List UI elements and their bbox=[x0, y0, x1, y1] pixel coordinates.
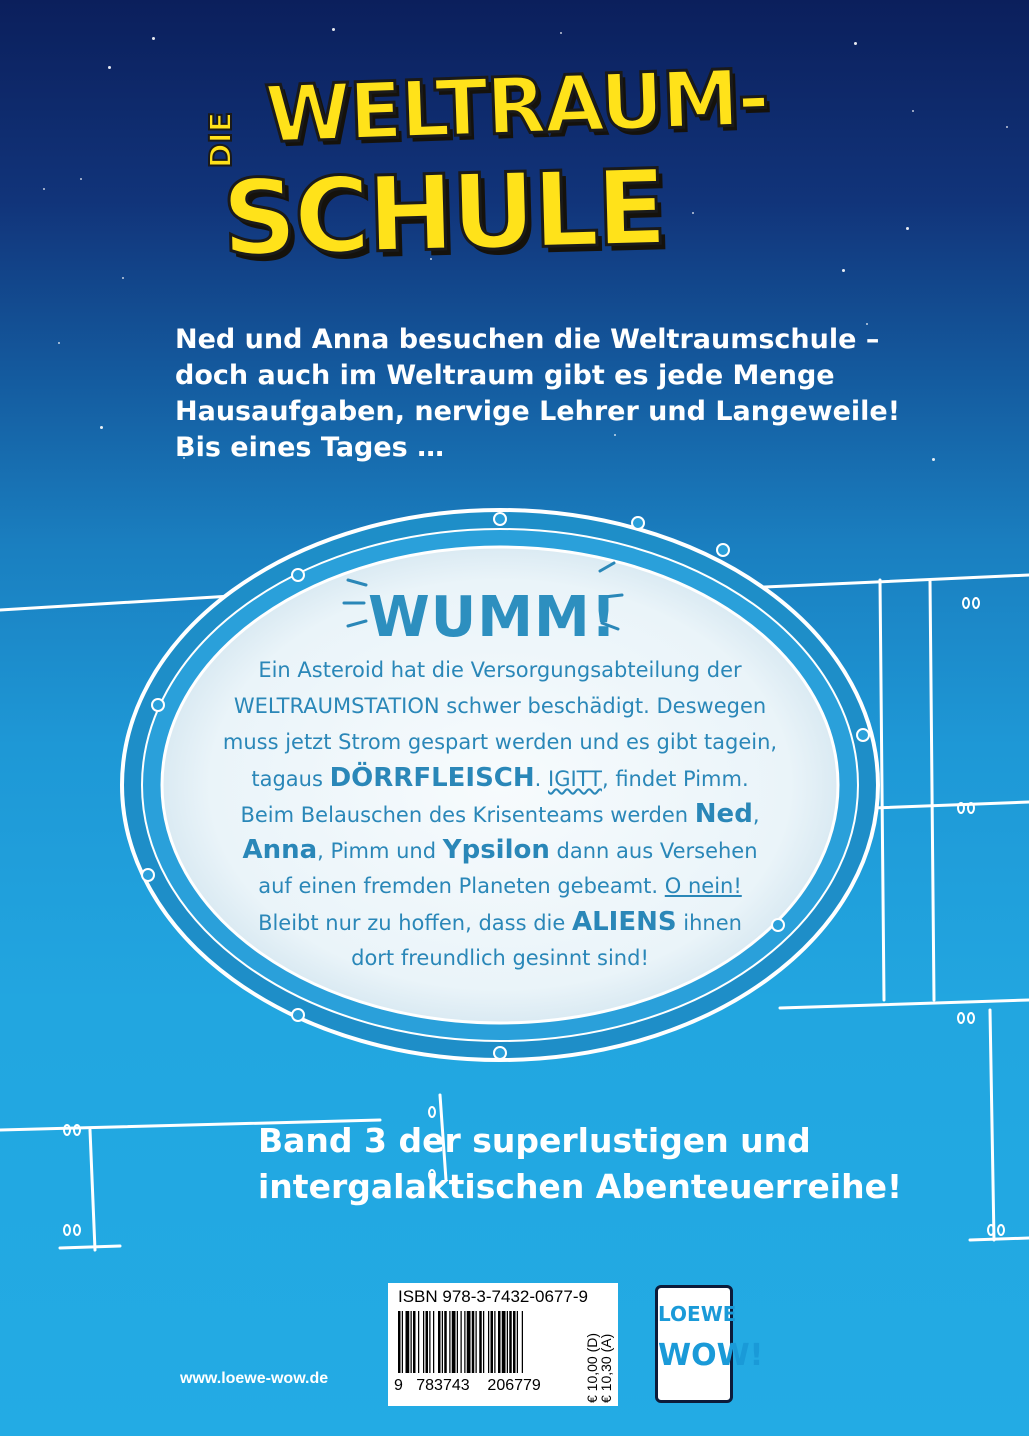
isbn-barcode bbox=[388, 1283, 618, 1406]
title-schule: SCHULE bbox=[220, 146, 666, 280]
publisher-logo bbox=[655, 1285, 764, 1403]
barcode-bar bbox=[483, 1311, 484, 1373]
barcode-bar bbox=[444, 1311, 447, 1373]
barcode-bar bbox=[423, 1311, 424, 1373]
blurb-line: Ein Asteroid hat die Versorgungsabteilung der bbox=[258, 658, 742, 682]
blurb-text bbox=[180, 652, 820, 976]
barcode-bars bbox=[398, 1311, 580, 1373]
blurb-text-run: , bbox=[752, 803, 760, 827]
tagline-line: Band 3 der superlustigen und bbox=[258, 1121, 811, 1160]
highlight-igitt: IGITT bbox=[548, 767, 602, 791]
barcode-bar bbox=[411, 1311, 412, 1373]
title-die: DIE bbox=[204, 111, 239, 169]
blurb-text-run: ihnen bbox=[676, 911, 742, 935]
title-weltraum: WELTRAUM- bbox=[263, 53, 770, 161]
barcode-bar bbox=[476, 1311, 477, 1373]
barcode-bar bbox=[507, 1311, 508, 1373]
barcode-bar bbox=[452, 1311, 456, 1373]
barcode-bar bbox=[433, 1311, 434, 1373]
barcode-bar bbox=[418, 1311, 419, 1373]
blurb-text-run: Beim Belauschen des Krisenteams werden bbox=[240, 803, 695, 827]
logo-loewe: LOEWE bbox=[658, 1302, 737, 1326]
barcode-bar bbox=[398, 1311, 401, 1373]
tagline-line: intergalaktischen Abenteuerreihe! bbox=[258, 1167, 903, 1206]
barcode-bar bbox=[472, 1311, 475, 1373]
publisher-url[interactable]: www.loewe-wow.de bbox=[180, 1370, 329, 1387]
barcode-bar bbox=[426, 1311, 429, 1373]
blurb-line: dort freundlich gesinnt sind! bbox=[351, 946, 649, 970]
intro-line: doch auch im Weltraum gibt es jede Menge bbox=[175, 360, 835, 391]
series-tagline bbox=[258, 1118, 903, 1210]
highlight-anna: Anna bbox=[242, 835, 318, 865]
barcode-bar bbox=[502, 1311, 506, 1373]
intro-line: Ned und Anna besuchen die Weltraumschule – bbox=[175, 324, 880, 355]
blurb-text-run: dann aus Versehen bbox=[549, 839, 758, 863]
blurb-text-run: Bleibt nur zu hoffen, dass die bbox=[258, 911, 572, 935]
barcode-bar bbox=[513, 1311, 516, 1373]
blurb-line bbox=[180, 796, 820, 832]
blurb-line bbox=[180, 760, 820, 796]
barcode-bar bbox=[494, 1311, 495, 1373]
blurb-text-run: , Pimm und bbox=[317, 839, 443, 863]
barcode-bar bbox=[488, 1311, 489, 1373]
blurb-text-run: . bbox=[534, 767, 549, 791]
barcode-bar bbox=[449, 1311, 450, 1373]
highlight-o-nein: O nein! bbox=[664, 874, 742, 898]
barcode-bar bbox=[522, 1311, 523, 1373]
highlight-aliens: ALIENS bbox=[571, 907, 677, 937]
barcode-bar bbox=[461, 1311, 462, 1373]
highlight-ypsilon: Ypsilon bbox=[442, 835, 550, 865]
barcode-bar bbox=[498, 1311, 501, 1373]
barcode-bar bbox=[517, 1311, 518, 1373]
blurb-text-run: auf einen fremden Planeten gebeamt. bbox=[258, 874, 665, 898]
isbn-label: ISBN 978-3-7432-0677-9 bbox=[398, 1287, 588, 1306]
barcode-bar bbox=[429, 1311, 430, 1373]
digits-last: 206779 bbox=[487, 1377, 541, 1394]
blurb-line bbox=[180, 868, 820, 904]
blurb-line bbox=[180, 904, 820, 940]
barcode-digits bbox=[394, 1377, 594, 1395]
barcode-bar bbox=[413, 1311, 416, 1373]
highlight-ned: Ned bbox=[694, 799, 753, 829]
barcode-bar bbox=[491, 1311, 494, 1373]
exclamation-wumm: WUMM! bbox=[368, 585, 618, 650]
price-at: € 10,30 (A) bbox=[598, 1333, 614, 1403]
barcode-bar bbox=[467, 1311, 471, 1373]
barcode-bar bbox=[438, 1311, 441, 1373]
barcode-bar bbox=[406, 1311, 410, 1373]
barcode-bar bbox=[457, 1311, 458, 1373]
blurb-text-run: tagaus bbox=[251, 767, 330, 791]
price-de: € 10,00 (D) bbox=[584, 1332, 600, 1403]
blurb-text-run: , findet Pimm. bbox=[601, 767, 749, 791]
barcode-bar bbox=[464, 1311, 465, 1373]
barcode-bar bbox=[509, 1311, 512, 1373]
logo-wow: WOW! bbox=[658, 1338, 764, 1373]
barcode-bar bbox=[479, 1311, 482, 1373]
price-block bbox=[582, 1311, 612, 1403]
blurb-line: WELTRAUMSTATION schwer beschädigt. Deswegen bbox=[233, 694, 767, 718]
digits-mid: 783743 bbox=[416, 1377, 470, 1394]
blurb-line: muss jetzt Strom gespart werden und es gibt tagein, bbox=[222, 730, 778, 754]
intro-line: Bis eines Tages … bbox=[175, 432, 445, 463]
intro-line: Hausaufgaben, nervige Lehrer und Langeweile! bbox=[175, 396, 901, 427]
barcode-bar bbox=[442, 1311, 443, 1373]
digits-first: 9 bbox=[394, 1377, 403, 1394]
barcode-bar bbox=[402, 1311, 403, 1373]
highlight-doerrfleisch: DÖRRFLEISCH bbox=[329, 763, 535, 793]
blurb-line bbox=[180, 832, 820, 868]
